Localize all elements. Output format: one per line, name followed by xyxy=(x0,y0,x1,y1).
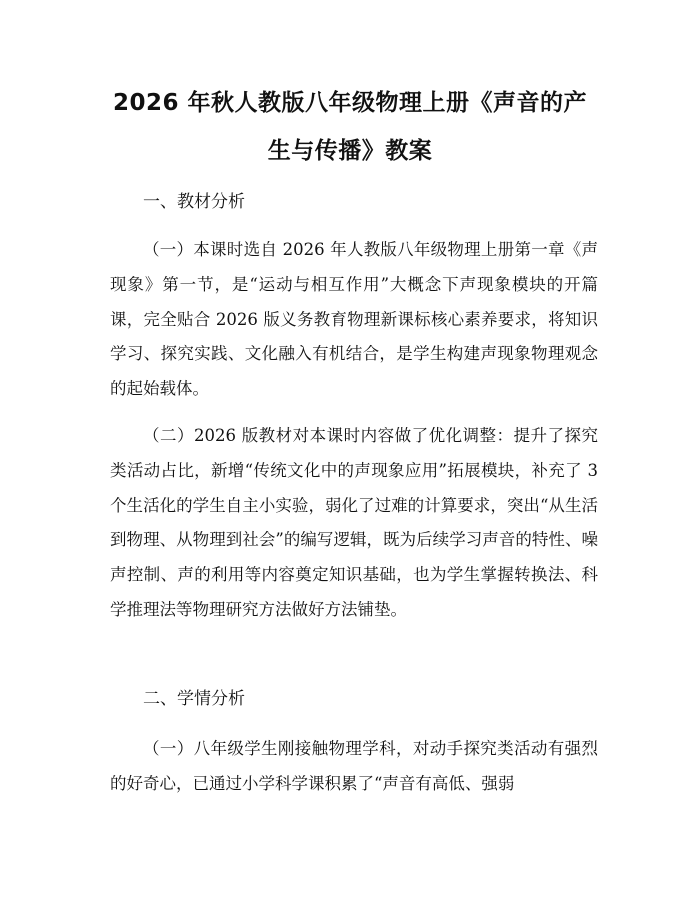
paragraph-student-analysis-1: （一）八年级学生刚接触物理学科，对动手探究类活动有强烈的好奇心，已通过小学科学课积累了“声音有高低、强弱 xyxy=(110,739,598,793)
paragraph-textbook-analysis-2: （二）2026 版教材对本课时内容做了优化调整：提升了探究类活动占比，新增“传统文化中的声现象应用”拓展模块，补充了 3 个生活化的学生自主小实验，弱化了过难的计算要求，突出“从生活到物理、从物理到社会”的编写逻辑，既为后续学习声音的特性、噪声控制、声的利用等内容奠定知识基础，也为学生掌握转换法、科学推理法等物理研究方法做好方法铺垫。 xyxy=(110,426,598,619)
paragraph-textbook-analysis-1: （一）本课时选自 2026 年人教版八年级物理上册第一章《声现象》第一节，是“运动与相互作用”大概念下声现象模块的开篇课，完全贴合 2026 版义务教育物理新课标核心素养要求，将知识学习、探究实践、文化融入有机结合，是学生构建声现象物理观念的起始载体。 xyxy=(110,240,598,399)
section-heading-student-analysis: 二、学情分析 xyxy=(143,689,245,709)
document-title-line-2: 生与传播》教案 xyxy=(267,138,433,164)
document-title-line-1: 2026 年秋人教版八年级物理上册《声音的产 xyxy=(112,90,588,116)
section-heading-textbook-analysis: 一、教材分析 xyxy=(143,192,245,212)
